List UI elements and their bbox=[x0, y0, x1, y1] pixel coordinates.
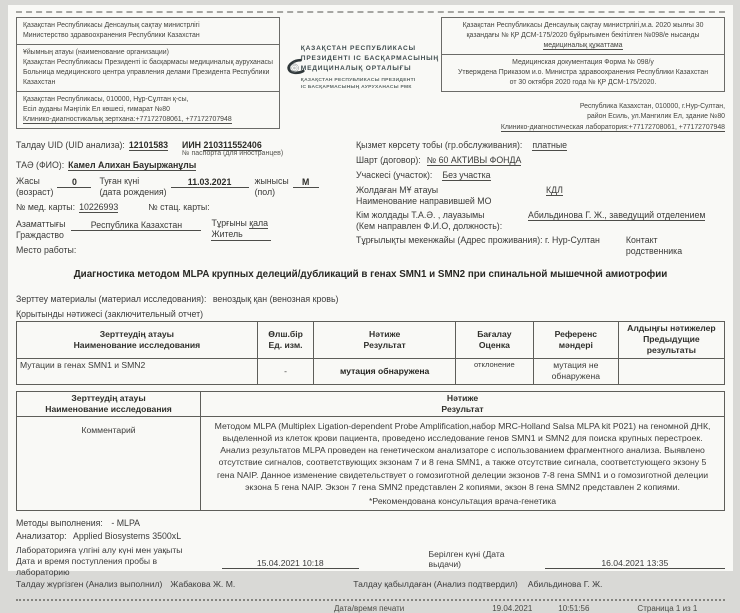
referrer-label-ru: (Кем направлен Ф.И.О, должность): bbox=[356, 221, 524, 232]
col-name-kk: Зерттеудің атауы bbox=[100, 329, 174, 339]
page-number: Страница 1 из 1 bbox=[637, 604, 697, 613]
referrer-label-kk: Кім жолдады Т.А.Ә. , лауазымы bbox=[356, 210, 485, 220]
col-assess-kk: Бағалау bbox=[477, 329, 511, 339]
assessment-cell: отклонение bbox=[455, 358, 533, 384]
print-date-value: 19.04.2021 bbox=[492, 604, 532, 613]
confirmed-by-label: Талдау қабылдаған (Анализ подтвердил) bbox=[353, 579, 518, 589]
issuer-address-line1: Қазақстан Республикасы, 010000, Нұр-Сұлтан қ-сы, bbox=[23, 95, 273, 105]
residence-address-label: Тұрғылықты мекенжайы (Адрес проживания): bbox=[356, 235, 543, 245]
result-cell: мутация обнаружена bbox=[314, 358, 456, 384]
lab-phones-ru: Клинико-диагностическая лаборатория:+77172708061, +77172707948 bbox=[501, 124, 725, 132]
material-value: веноздық қан (венозная кровь) bbox=[213, 294, 339, 304]
performed-by-label: Талдау жүргізген (Анализ выполнил) bbox=[16, 579, 162, 589]
document-page bbox=[8, 5, 733, 571]
comment-table bbox=[16, 391, 725, 512]
logo-sub-line2: ІС БАСҚАРМАСЫНЫҢ АУРУХАНАСЫ РМК bbox=[301, 84, 439, 91]
age-label-ru: (возраст) bbox=[16, 187, 53, 198]
issuer-lab-phones: Клинико-диагностикалық зертхана:+77172708061, +77172707948 bbox=[23, 116, 232, 124]
comment-col-result-kk: Нәтиже bbox=[447, 393, 478, 403]
form-approval-block bbox=[441, 17, 725, 133]
citizenship-label-ru: Граждаство bbox=[16, 230, 65, 241]
organization-section bbox=[17, 45, 279, 92]
reference-cell-line1: мутация не bbox=[553, 360, 598, 370]
form-ru-line2: Утверждена Приказом и.о. Министра здравоохранения Республики Казахстан bbox=[448, 68, 718, 78]
contract-value: № 60 АКТИВЫ ФОНДА bbox=[427, 155, 522, 166]
comment-table-header bbox=[17, 391, 725, 416]
comment-text: Методом MLPA (Multiplex Ligation-dependent Probe Amplification,набор MRC-Holland Salsa MLPA kit P021) на геномной ДНК, выделенной из клеток крови пациента, проведено исследование генов SMN1 и SMN2 для поиска крупных перестроек. Анализ результатов MLPA проведен на генетическом анализаторе с использованием фрагментного анализа. Выявлено отсутствие сигналов, соответствующих экзонам 7 и 8 гена SMN1, а также отсутствие сигнала, соответстующего экзону 5 гена NAIP. Данное изменение свидетельствует о гомозиготной делеции экзонов 7-8 гена SMN1 и о гомозиготной делеции экзона 5 гена NAIP. Экзон 7 гена SMN2 представлен 2 копиями, экзон 8 гена SMN2 представлен 2 копиями. bbox=[209, 420, 716, 493]
ministry-name-kk: Қазақстан Республикасы Денсаулық сақтау министрлігі bbox=[23, 21, 273, 31]
service-group-label: Қызмет көрсету тобы (гр.обслуживания): bbox=[356, 140, 522, 150]
form-kk-line3: медициналық құжаттама bbox=[543, 42, 622, 50]
col-reference-ru: мәндері bbox=[559, 340, 593, 350]
med-card-label: № мед. карты: bbox=[16, 202, 75, 212]
patient-info-section bbox=[16, 140, 725, 260]
logo-org-line1: ҚАЗАҚСТАН РЕСПУБЛИКАСЫ bbox=[301, 44, 439, 54]
col-unit-ru: Ед. изм. bbox=[269, 340, 303, 350]
comment-col-result-ru: Результат bbox=[441, 404, 483, 414]
scan-edge-artifact bbox=[16, 11, 725, 13]
lab-address-ru-line2: район Есиль, ул.Мангилик Ел, здание №80 bbox=[441, 112, 725, 122]
print-time-value: 10:51:56 bbox=[558, 604, 589, 613]
performed-by-value: Жабакова Ж. М. bbox=[170, 579, 235, 589]
resident-label-ru: Житель bbox=[211, 229, 271, 241]
col-name-ru: Наименование исследования bbox=[74, 340, 201, 350]
logo-org-line3: МЕДИЦИНАЛЫҚ ОРТАЛЫҒЫ bbox=[301, 64, 439, 74]
results-table-header bbox=[17, 321, 725, 358]
analyzer-value: Applied Biosystems 3500xL bbox=[73, 531, 181, 541]
stationary-card-label: № стац. карты: bbox=[148, 202, 209, 212]
iin-label: ИИН bbox=[182, 140, 201, 150]
birthdate-label-ru: (дата рождения) bbox=[99, 187, 166, 198]
confirmed-by-value: Абильдинова Г. Ж. bbox=[528, 579, 603, 589]
referrer-value: Абильдинова Г. Ж., заведущий отделением bbox=[528, 210, 705, 221]
logo-sub-line1: ҚАЗАҚСТАН РЕСПУБЛИКАСЫ ПРЕЗИДЕНТІ bbox=[301, 77, 439, 84]
form-kk-line2: қазандағы № ҚР ДСМ-175/2020 бұйрығымен бекітілген №098/е нысанды bbox=[448, 31, 718, 41]
sex-value: М bbox=[293, 177, 319, 188]
sample-received-value: 15.04.2021 10:18 bbox=[222, 558, 359, 569]
analysis-uid-label: Талдау UID (UID анализа): bbox=[16, 140, 125, 151]
col-reference-kk: Референс bbox=[555, 329, 597, 339]
sample-received-label-kk: Лабораторияға үлгіні алу күні мен уақыты bbox=[16, 545, 182, 555]
comment-row bbox=[17, 416, 725, 510]
sex-label-ru: (пол) bbox=[255, 187, 289, 198]
relative-contact-line2: родственника bbox=[626, 246, 682, 257]
report-title: Диагностика методом MLPA крупных делеций/дубликаций в генах SMN1 и SMN2 при спинальной мышечной амиотрофии bbox=[16, 269, 725, 280]
birthdate-value: 11.03.2021 bbox=[171, 177, 249, 188]
table-row bbox=[17, 358, 725, 384]
print-info-row bbox=[16, 604, 725, 613]
form-approval-kk bbox=[442, 18, 724, 55]
form-approval-ru bbox=[442, 55, 724, 91]
analyzer-label: Анализатор: bbox=[16, 531, 67, 541]
organization-name-kk: Қазақстан Республикасы Президенті іс басқармасы медициналық ауруханасы bbox=[23, 58, 273, 68]
comment-col-name-ru: Наименование исследования bbox=[45, 404, 172, 414]
referral-mo-label-ru: Наименование направившей МО bbox=[356, 196, 524, 207]
area-label: Учаскесі (участок): bbox=[356, 170, 432, 180]
unit-cell: - bbox=[257, 358, 314, 384]
patient-info-right bbox=[346, 140, 725, 260]
lab-address-ru bbox=[441, 102, 725, 133]
patient-info-left bbox=[16, 140, 346, 260]
test-name-cell: Мутации в генах SMN1 и SMN2 bbox=[17, 358, 258, 384]
resident-label-kk: Тұрғыны bbox=[211, 218, 246, 228]
col-previous-ru: Предыдущие результаты bbox=[643, 334, 700, 355]
geneticist-note: *Рекомендована консультация врача-генетика bbox=[209, 495, 716, 507]
issuer-address-section bbox=[17, 92, 279, 128]
passport-note: № паспорта (для иностранцев) bbox=[182, 150, 283, 158]
issuer-block bbox=[16, 17, 280, 129]
col-previous-kk: Алдыңғы нәтижелер bbox=[627, 323, 716, 333]
issue-date-label: Берілген күні (Дата выдачи) bbox=[429, 549, 537, 569]
comment-col-name-kk: Зерттеудің атауы bbox=[71, 393, 145, 403]
iin-value: 210311552406 bbox=[203, 140, 261, 151]
ministry-name-ru: Министерство здравоохранения Республики Казахстан bbox=[23, 31, 273, 41]
relative-contact-line1: Контакт bbox=[626, 235, 658, 245]
referral-mo-value: КДЛ bbox=[546, 185, 563, 196]
col-result-kk: Нәтиже bbox=[369, 329, 400, 339]
material-label: Зерттеу материалы (материал исследования): bbox=[16, 294, 206, 304]
reference-cell-line2: обнаружена bbox=[552, 371, 600, 381]
comment-text-cell bbox=[201, 416, 725, 510]
col-unit-kk: Өлш.бір bbox=[268, 329, 303, 339]
methods-value: - MLPA bbox=[111, 518, 140, 528]
residence-address-value: г. Нур-Султан bbox=[545, 235, 600, 245]
issuer-address-line2: Есіл ауданы Мәңгілік Ел көшесі, ғимарат №80 bbox=[23, 105, 273, 115]
age-label-kk: Жасы bbox=[16, 176, 40, 186]
area-value: Без участка bbox=[442, 170, 490, 181]
col-assess-ru: Оценка bbox=[479, 340, 510, 350]
conclusion-label: Қорытынды нәтижесі (заключительный отчет) bbox=[16, 309, 725, 319]
age-value: 0 bbox=[57, 177, 91, 188]
referral-mo-label-kk: Жолдаған МҰ атауы bbox=[356, 185, 438, 195]
workplace-label: Место работы: bbox=[16, 245, 76, 255]
form-ru-line1: Медицинская документация Форма № 098/у bbox=[448, 58, 718, 68]
med-card-value: 10226993 bbox=[79, 202, 118, 213]
sex-label-kk: жынысы bbox=[255, 176, 289, 186]
resident-value: қала bbox=[249, 218, 268, 229]
results-table bbox=[16, 321, 725, 385]
document-header bbox=[16, 17, 725, 133]
sample-received-label-ru: Дата и время поступления пробы в лабораторию bbox=[16, 556, 208, 578]
print-datetime-label: Дата/время печати bbox=[334, 604, 404, 613]
hospital-logo bbox=[280, 17, 441, 111]
citizenship-value: Республика Казахстан bbox=[71, 220, 201, 231]
form-kk-line1: Қазақстан Республикасы Денсаулық сақтау министрлігі,м.а. 2020 жылғы 30 bbox=[448, 21, 718, 31]
citizenship-label-kk: Азаматтығы bbox=[16, 219, 65, 229]
ministry-section bbox=[17, 18, 279, 45]
logo-text-block bbox=[301, 44, 439, 91]
tear-off-dotted-line bbox=[16, 599, 725, 601]
methods-label: Методы выполнения: bbox=[16, 518, 103, 528]
contract-label: Шарт (договор): bbox=[356, 155, 421, 165]
comment-label-cell: Комментарий bbox=[17, 416, 201, 510]
organization-name-ru: Больница медицинского центра управления делами Президента Республики Казахстан bbox=[23, 68, 273, 88]
service-group-value: платные bbox=[532, 140, 567, 151]
col-result-ru: Результат bbox=[364, 340, 406, 350]
fullname-value: Камел Алихан Бауыржанұлы bbox=[68, 160, 196, 171]
previous-results-cell bbox=[618, 358, 724, 384]
fullname-label: ТАӘ (ФИО): bbox=[16, 160, 64, 171]
form-ru-line3: от 30 октября 2020 года № ҚР ДСМ-175/2020. bbox=[448, 78, 718, 88]
issue-date-value: 16.04.2021 13:35 bbox=[545, 558, 725, 569]
logo-org-line2: ПРЕЗИДЕНТІ ІС БАСҚАРМАСЫНЫҢ bbox=[301, 54, 439, 64]
lab-address-ru-line1: Республика Казахстан, 010000, г.Нур-Султан, bbox=[441, 102, 725, 112]
birthdate-label-kk: Туған күні bbox=[99, 176, 139, 186]
organization-label: Ұйымның атауы (наименование организации) bbox=[23, 48, 273, 58]
analysis-uid-value: 12101583 bbox=[129, 140, 168, 151]
